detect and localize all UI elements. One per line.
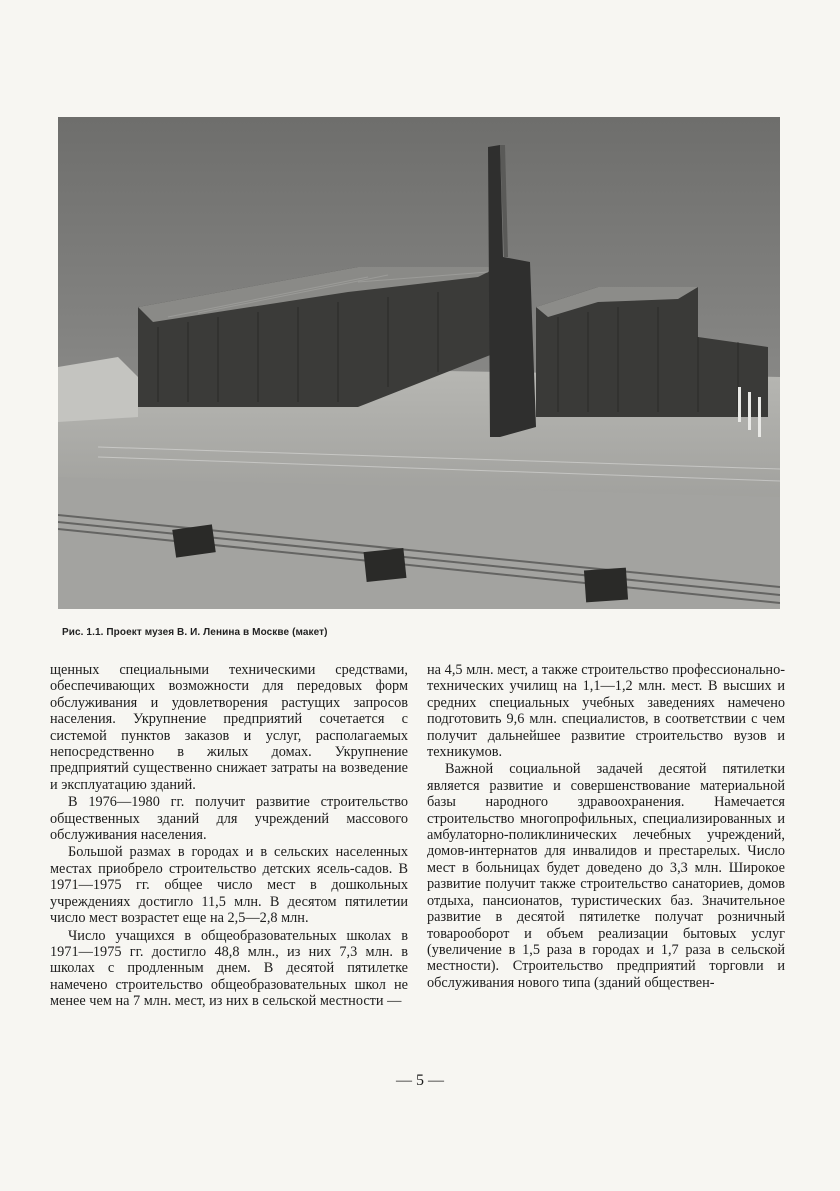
- page-number: — 5 —: [396, 1072, 444, 1089]
- paragraph: Большой размах в городах и в сельских населенных местах приобрело строительство детских ясель-садов. В 1971—1975 гг. общее число мест в дошкольных учреждениях достигло 11,5 млн. В десятом пятилетии число мест возрастет еще на 2,5—2,8 млн.: [50, 844, 408, 927]
- left-text-column: [50, 662, 408, 1010]
- figure-caption: Рис. 1.1. Проект музея В. И. Ленина в Москве (макет): [62, 627, 328, 638]
- paragraph: щенных специальными техническими средствами, обеспечивающих возможности для передовых форм обслуживания и удовлетворения растущих запросов населения. Укрупнение предприятий сочетается с системой пунктов заказов и услуг, располагаемых непосредственно в жилых домах. Укрупнение предприятий существенно снижает затраты на возведение и эксплуатацию зданий.: [50, 662, 408, 793]
- paragraph: на 4,5 млн. мест, а также строительство профессионально-технических училищ на 1,1—1,2 млн. мест. В высших и средних специальных учебных заведениях намечено подготовить 9,6 млн. специалистов, в соответствии с чем получит дальнейшее развитие строительство вузов и техникумов.: [427, 662, 785, 761]
- paragraph: В 1976—1980 гг. получит развитие строительство общественных зданий для учреждений массового обслуживания населения.: [50, 794, 408, 844]
- paragraph: Число учащихся в общеобразовательных школах в 1971—1975 гг. достигло 48,8 млн., из них 7,3 млн. в школах с продленным днем. В десятой пятилетке намечено строительство общеобразовательных школ не менее чем на 7 млн. мест, из них в сельской местности —: [50, 927, 408, 1010]
- right-text-column: [427, 662, 785, 991]
- paragraph: Важной социальной задачей десятой пятилетки является развитие и совершенствование материальной базы народного здравоохранения. Намечается строительство многопрофильных, специализированных и амбулаторно-поликлинических лечебных учреждений, домов-интернатов для инвалидов и престарелых. Число мест в больницах будет доведено до 3,3 млн. Широкое развитие получит также строительство санаториев, домов отдыха, пансионатов, туристических баз. Значительное развитие в десятой пятилетке получат розничный товарооборот и объем реализации бытовых услуг (увеличение в 1,5 раза в городах и 1,7 раза в сельской местности). Строительство предприятий торговли и обслуживания нового типа (зданий обществен-: [427, 761, 785, 991]
- museum-model-photo: [58, 117, 780, 609]
